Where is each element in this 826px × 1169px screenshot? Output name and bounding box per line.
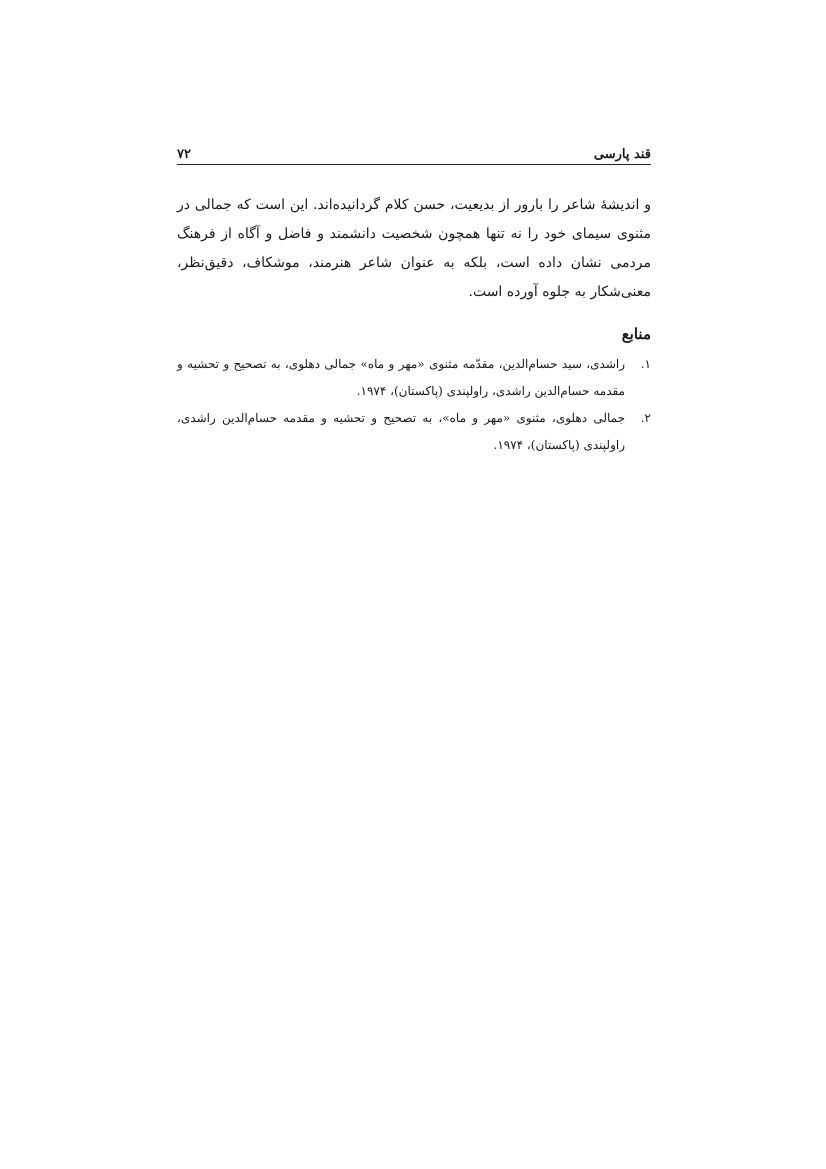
reference-item bbox=[177, 351, 651, 405]
running-header bbox=[177, 140, 651, 165]
reference-item bbox=[177, 405, 651, 459]
page-number: ۷۲ bbox=[177, 147, 191, 162]
reference-text: جمالی دهلوی، مثنوی «مهر و ماه»، به تصحیح و تحشیه و مقدمه حسام‌الدین راشدی، راولپندی (پاکستان)، ۱۹۷۴. bbox=[177, 411, 625, 452]
references-list bbox=[177, 351, 651, 459]
references-heading: منابع bbox=[621, 325, 651, 343]
reference-number: ۲. bbox=[640, 411, 651, 425]
page bbox=[177, 140, 651, 459]
reference-number: ۱. bbox=[640, 357, 651, 371]
body-paragraph: و اندیشهٔ شاعر را بارور از بدیعیت، حسن کلام گردانیده‌اند. این است که جمالی در مثنوی سیمای خود را نه تنها همچون شخصیت دانشمند و فاضل و آگاه از فرهنگ مردمی نشان داده است، بلکه به عنوان شاعر هنرمند، موشکاف، دقیق‌نظر، معنی‌شکار به جلوه آورده است. bbox=[177, 197, 651, 300]
reference-text: راشدی، سید حسام‌الدین، مقدّمه مثنوی «مهر و ماه» جمالی دهلوی، به تصحیح و تحشیه و مقدمه حسام‌الدین راشدی، راولپندی (پاکستان)، ۱۹۷۴. bbox=[177, 357, 625, 398]
journal-title: قند پارسی bbox=[593, 147, 651, 162]
